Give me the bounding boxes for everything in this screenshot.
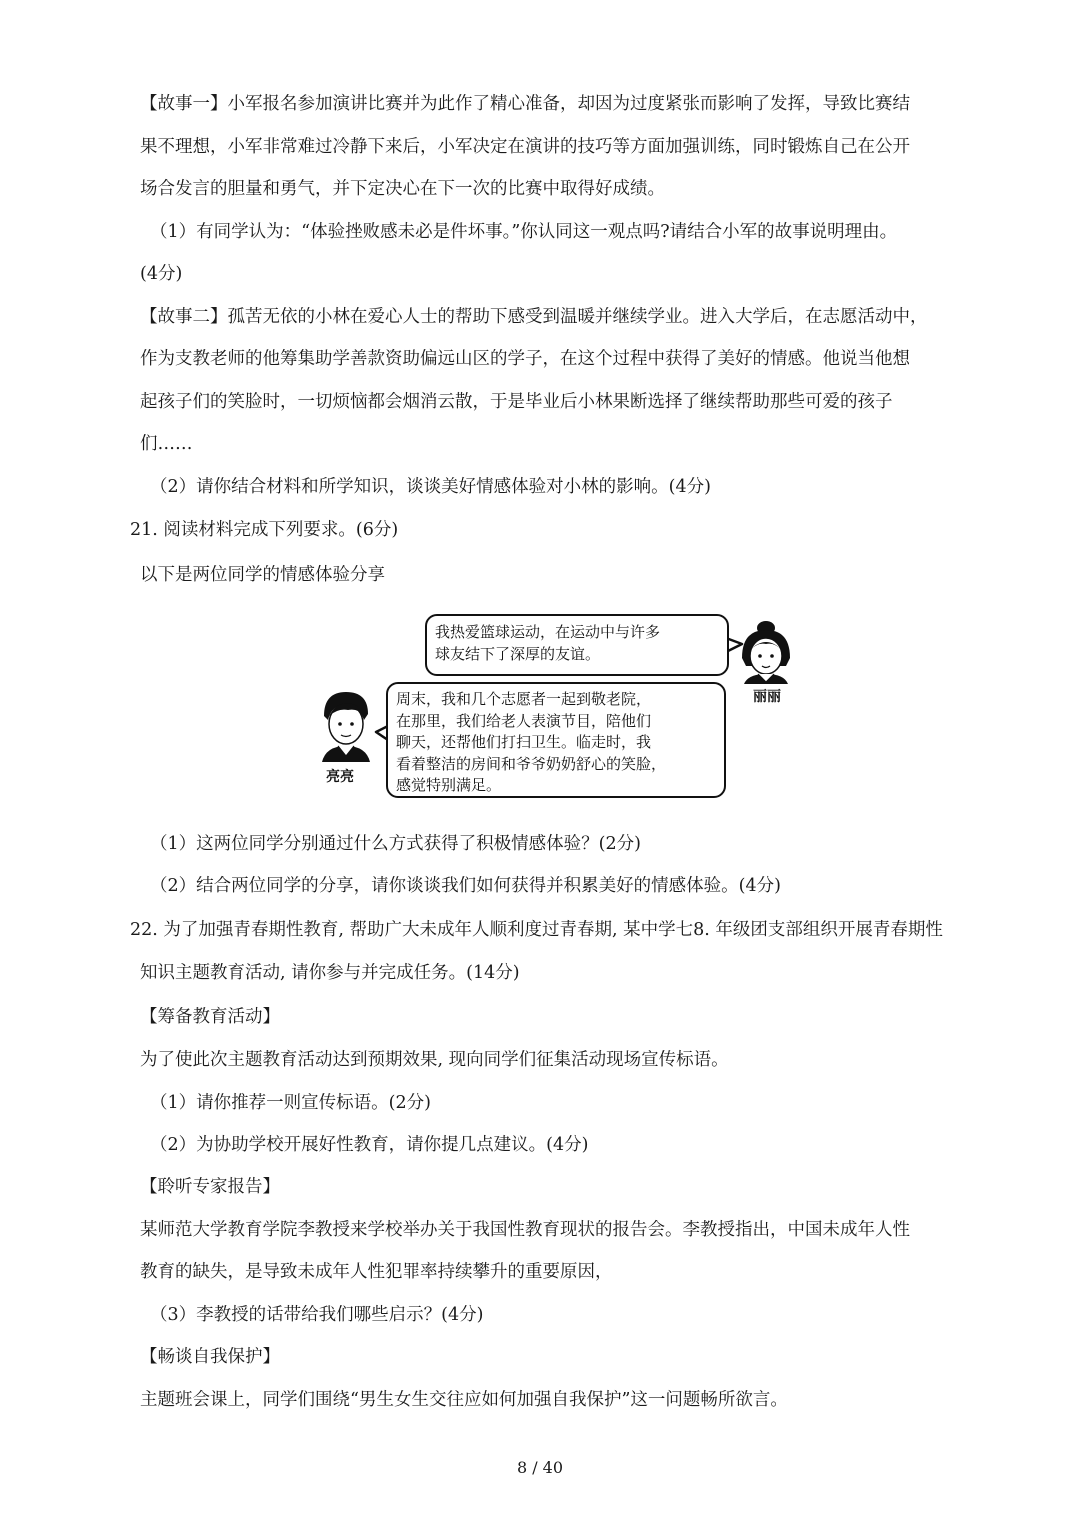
bottom-bubble-line-1: 周末，我和几个志愿者一起到敬老院， [396,690,652,708]
q22-section2-line-1: 某师范大学教育学院李教授来学校举办关于我国性教育现状的报告会。李教授指出，中国未成年人性 [140,1220,910,1240]
girl-figure [742,621,790,684]
story2-question: （2）请你结合材料和所学知识，谈谈美好情感体验对小林的影响。(4分) [150,477,711,497]
story2-line-1: 【故事二】孤苦无依的小林在爱心人士的帮助下感受到温暖并继续学业。进入大学后，在志愿活动中， [140,307,928,327]
top-speech-bubble [425,614,729,676]
story2-line-2: 作为支教老师的他筹集助学善款资助偏远山区的学子，在这个过程中获得了美好的情感。他说当他想 [140,349,910,369]
story1-line-2: 果不理想，小军非常难过冷静下来后，小军决定在演讲的技巧等方面加强训练，同时锻炼自己在公开 [140,137,910,157]
q21-sub1: （1）这两位同学分别通过什么方式获得了积极情感体验？(2分) [150,834,641,854]
q22-section1-text: 为了使此次主题教育活动达到预期效果, 现向同学们征集活动现场宣传标语。 [140,1050,729,1070]
bottom-bubble-line-5: 感觉特别满足。 [396,776,502,794]
q22-section3-text: 主题班会课上，同学们围绕“男生女生交往应如何加强自我保护”这一问题畅所欲言。 [140,1390,788,1410]
boy-name-label: 亮亮 [326,769,354,785]
bottom-speech-bubble [386,682,726,798]
q21-title: 21. 阅读材料完成下列要求。(6分) [130,520,399,540]
page-number: 8 / 40 [516,1458,564,1477]
story2-line-4: 们…… [140,434,193,454]
top-bubble-line-1: 我热爱篮球运动，在运动中与许多 [435,623,661,641]
q22-section3-heading: 【畅谈自我保护】 [140,1347,280,1367]
q21-comic-figure [318,608,802,804]
q22-sub3: （3）李教授的话带给我们哪些启示？(4分) [150,1305,484,1325]
q22-title-line-2: 知识主题教育活动, 请你参与并完成任务。(14分) [140,963,520,983]
story1-line-3: 场合发言的胆量和勇气，并下定决心在下一次的比赛中取得好成绩。 [140,179,665,199]
story1-question-line-2: (4分) [140,264,183,284]
q21-intro: 以下是两位同学的情感体验分享 [140,565,385,585]
story1-line-1: 【故事一】小军报名参加演讲比赛并为此作了精心准备，却因为过度紧张而影响了发挥，导致比赛结 [140,94,910,114]
girl-name-label: 丽丽 [753,689,781,705]
boy-figure [322,692,370,762]
bottom-bubble-line-3: 聊天，还帮他们打扫卫生。临走时，我 [396,733,652,751]
top-bubble-line-2: 球友结下了深厚的友谊。 [435,644,601,663]
q22-section1-heading: 【筹备教育活动】 [140,1007,280,1027]
story1-question-line-1: （1）有同学认为：“体验挫败感未必是件坏事。”你认同这一观点吗?请结合小军的故事说明理由。 [150,222,898,242]
q22-sub1: （1）请你推荐一则宣传标语。(2分) [150,1093,431,1113]
q22-sub2: （2）为协助学校开展好性教育，请你提几点建议。(4分) [150,1135,589,1155]
q22-section2-line-2: 教育的缺失，是导致未成年人性犯罪率持续攀升的重要原因， [140,1262,613,1282]
story2-line-3: 起孩子们的笑脸时，一切烦恼都会烟消云散，于是毕业后小林果断选择了继续帮助那些可爱的孩子 [140,392,893,412]
q22-section2-heading: 【聆听专家报告】 [140,1177,280,1197]
bottom-bubble-line-2: 在那里，我们给老人表演节目，陪他们 [396,711,652,730]
q21-sub2: （2）结合两位同学的分享，请你谈谈我们如何获得并积累美好的情感体验。(4分) [150,876,781,896]
q22-title-line-1: 22. 为了加强青春期性教育, 帮助广大未成年人顺利度过青春期, 某中学七8. 年级团支部组织开展青春期性 [130,920,943,940]
bottom-bubble-line-4: 看着整洁的房间和爷爷奶奶舒心的笑脸， [396,754,667,773]
